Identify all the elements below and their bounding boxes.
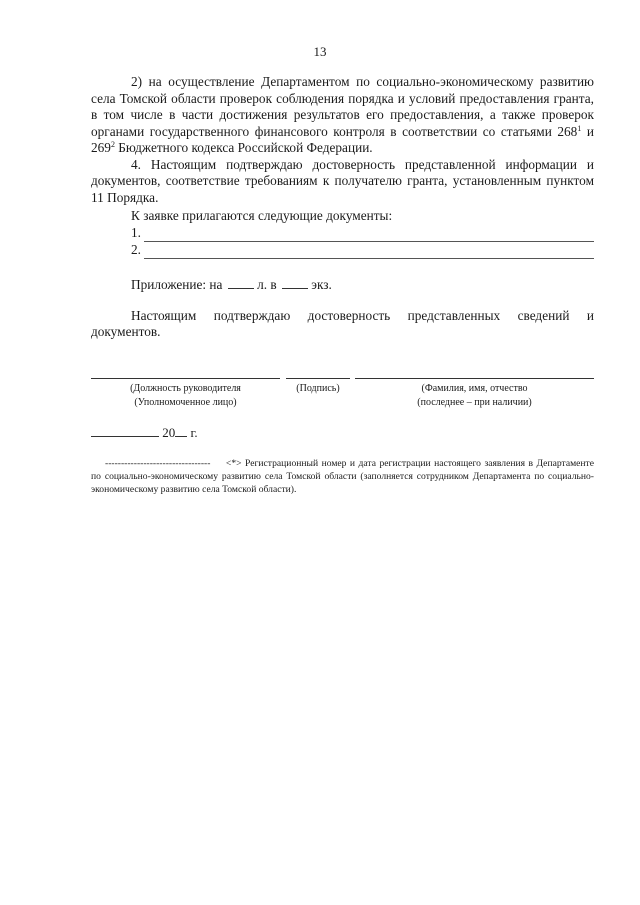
position-caption bbox=[91, 382, 280, 410]
footnote-text: <*> Регистрационный номер и дата регистрации настоящего заявления в Департаменте по социально-экономическому развитию села Томской области (заполняется сотрудником Департамента по социально-экономическому развитию села Томской области). bbox=[91, 458, 594, 495]
signature-line[interactable] bbox=[286, 378, 350, 379]
appendix-sheets-blank[interactable] bbox=[228, 277, 254, 289]
position-caption-line1: (Должность руководителя bbox=[130, 383, 241, 394]
date-year-prefix: 20 bbox=[162, 425, 176, 440]
paragraph-consent-checks bbox=[91, 74, 594, 157]
signature-block bbox=[91, 372, 594, 412]
name-line[interactable] bbox=[355, 378, 594, 379]
attachment-blank-1[interactable] bbox=[144, 229, 594, 242]
appendix-sheets-label: л. в bbox=[257, 276, 277, 292]
date-year-blank[interactable] bbox=[175, 425, 187, 437]
appendix-copies-blank[interactable] bbox=[282, 277, 308, 289]
name-caption-line1: (Фамилия, имя, отчество bbox=[421, 383, 528, 394]
paragraph-confirm-reliability: 4. Настоящим подтверждаю достоверность представленной информации и документов, соответствие требованиям к получателю гранта, установленным пунктом 11 Порядка. bbox=[91, 156, 594, 205]
position-line[interactable] bbox=[91, 378, 280, 379]
name-caption bbox=[355, 382, 594, 410]
date-day-month-blank[interactable] bbox=[91, 426, 159, 437]
application-body bbox=[91, 74, 594, 341]
attachment-number-1: 1. bbox=[131, 225, 141, 240]
footnote-separator: --------------------------------- bbox=[105, 458, 211, 469]
superscript-2: 2 bbox=[110, 140, 115, 149]
name-caption-line2: (последнее – при наличии) bbox=[417, 397, 532, 408]
attachment-line-1[interactable] bbox=[131, 225, 594, 242]
attachment-number-2: 2. bbox=[131, 242, 141, 257]
signature-caption: (Подпись) bbox=[296, 383, 340, 394]
attachment-line-2[interactable] bbox=[131, 242, 594, 259]
paragraph-consent-checks-and: и 269 bbox=[91, 123, 594, 155]
attachment-blank-2[interactable] bbox=[144, 246, 594, 259]
position-caption-line2: (Уполномоченное лицо) bbox=[134, 397, 237, 408]
appendix-line bbox=[131, 277, 594, 294]
paragraph-consent-checks-tail: Бюджетного кодекса Российской Федерации. bbox=[114, 140, 373, 155]
appendix-label: Приложение: на bbox=[131, 276, 223, 292]
confirmation-paragraph: Настоящим подтверждаю достоверность представленных сведений и документов. bbox=[91, 307, 594, 339]
attachments-intro: К заявке прилагаются следующие документы: bbox=[131, 208, 393, 223]
superscript-1: 1 bbox=[577, 123, 582, 133]
page-number: 13 bbox=[313, 44, 327, 59]
appendix-copies-label: экз. bbox=[311, 276, 332, 292]
date-year-suffix: г. bbox=[190, 425, 198, 440]
footnote bbox=[91, 457, 594, 496]
date-field bbox=[91, 425, 198, 441]
paragraph-consent-checks-text: 2) на осуществление Департаментом по социально-экономическому развитию села Томской области проверок соблюдения порядка и условий предоставления гранта, в том числе в части достижения результатов его предоставления, а также проверок органами государственного финансового контроля в соответствии со статьями 268 bbox=[91, 74, 594, 139]
